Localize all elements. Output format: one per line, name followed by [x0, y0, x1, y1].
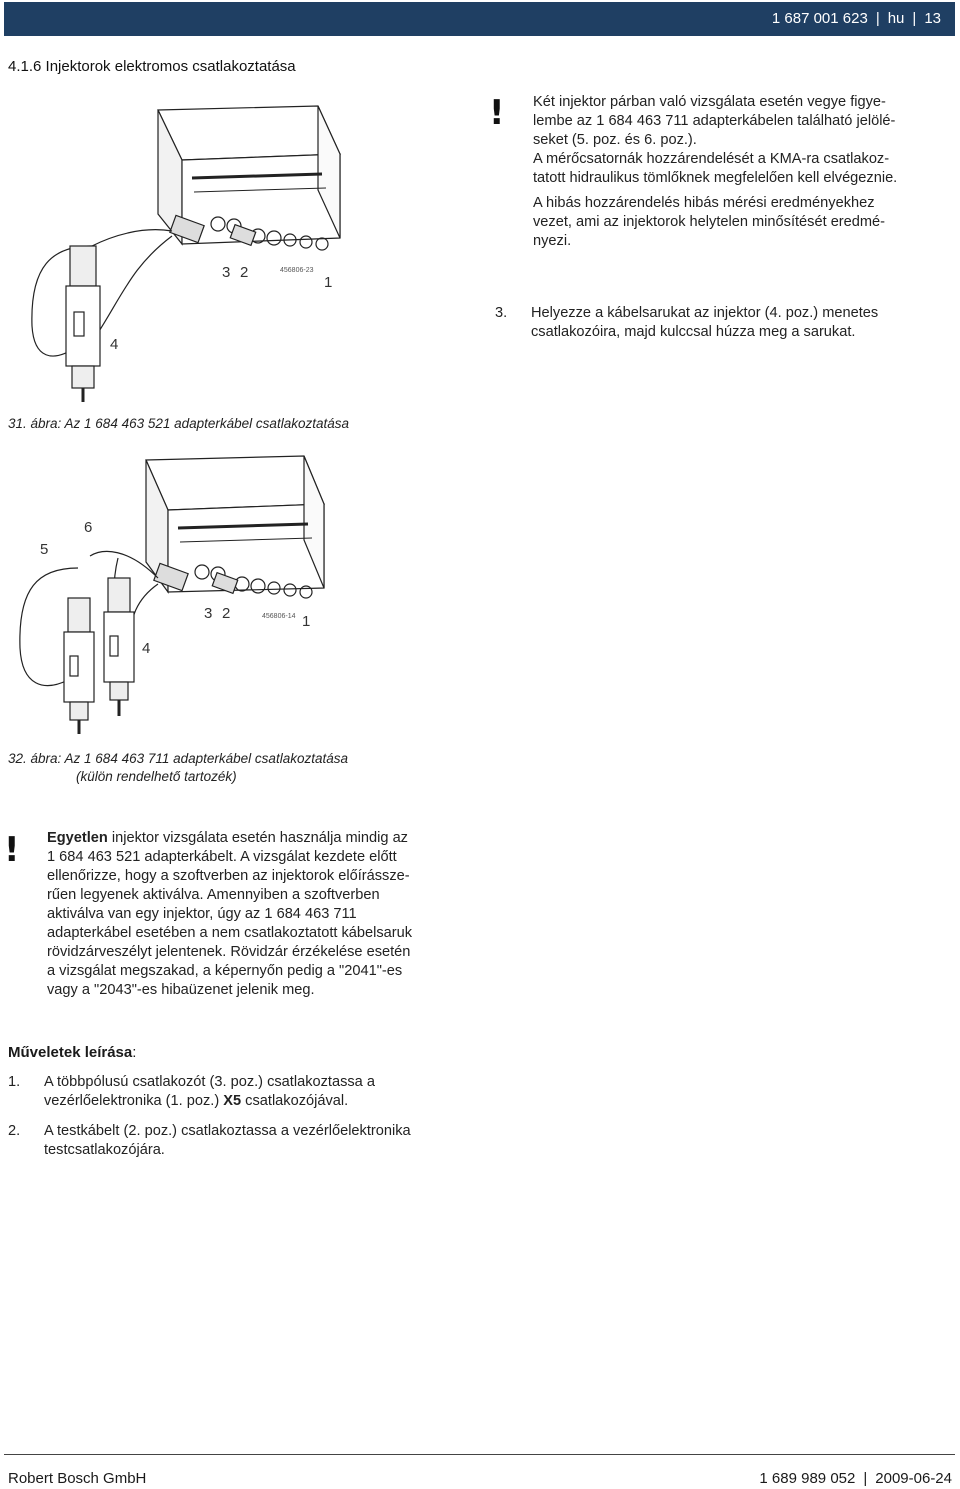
figure-32-label-2: 2: [222, 605, 231, 622]
step-3-line: csatlakozóira, majd kulccsal húzza meg a sarukat.: [531, 324, 856, 340]
warning-2-line: 1 684 463 521 adapterkábelt. A vizsgálat kezdete előtt: [47, 849, 397, 865]
operation-step-2-line: testcsatlakozójára.: [44, 1142, 165, 1158]
warning-2-first-line: [47, 829, 477, 848]
figure-32-drawing: [18, 448, 478, 740]
operation-step-1-line-2: [44, 1092, 375, 1111]
operation-step-1: [8, 1073, 478, 1113]
header-bar: [4, 2, 955, 36]
section-title: 4.1.6 Injektorok elektromos csatlakoztatása: [8, 58, 296, 75]
warning-1-line: A mérőcsatornák hozzárendelését a KMA-ra csatlakoz-: [533, 151, 890, 167]
figure-32-caption-line: 32. ábra: Az 1 684 463 711 adapterkábel csatlakoztatása: [8, 751, 348, 766]
operation-step-1-pre: vezérlőelektronika (1. poz.): [44, 1093, 224, 1109]
figure-32-label-1: 1: [302, 613, 311, 630]
header-page-number: 13: [924, 10, 941, 27]
figure-31-label-1: 1: [324, 274, 333, 291]
figure-31-caption: 31. ábra: Az 1 684 463 521 adapterkábel csatlakoztatása: [8, 416, 349, 431]
operation-step-2: [8, 1122, 478, 1162]
warning-1-text: [533, 93, 953, 251]
footer-doc-number: 1 689 989 052: [759, 1470, 856, 1487]
warning-1-line: nyezi.: [533, 233, 572, 249]
warning-1-line: vezet, ami az injektorok helytelen minősítését eredmé-: [533, 214, 886, 230]
warning-2-line: rövidzárveszélyt jelentenek. Rövidzár érzékelése esetén: [47, 944, 411, 960]
warning-1-line: lembe az 1 684 463 711 adapterkábelen található jelölé-: [533, 113, 896, 129]
warning-2-line: vagy a "2043"-es hibaüzenet jelenik meg.: [47, 982, 315, 998]
warning-2-line: adapterkábel esetében a nem csatlakoztatott kábelsaruk: [47, 925, 413, 941]
footer-info: [759, 1470, 952, 1487]
warning-2-first-line-rest: injektor vizsgálata esetén használja mindig az: [107, 830, 408, 846]
operations-title: [8, 1044, 136, 1061]
operations-title-colon: :: [132, 1044, 137, 1061]
step-3: [495, 304, 935, 344]
figure-32-caption: [8, 750, 348, 786]
footer-separator: |: [863, 1470, 868, 1487]
warning-icon: !: [4, 830, 20, 870]
figure-32-label-6: 6: [84, 519, 93, 536]
operations-title-bold: Műveletek leírása: [8, 1044, 133, 1061]
figure-32-label-3: 3: [204, 605, 213, 622]
warning-icon: !: [489, 93, 505, 133]
figure-32-label-5: 5: [40, 541, 49, 558]
header-language: hu: [887, 10, 905, 27]
warning-2-bold-lead: Egyetlen: [47, 830, 108, 846]
footer-divider: [4, 1454, 955, 1455]
figure-32-label-4: 4: [142, 640, 151, 657]
header-separator: |: [912, 10, 917, 27]
operation-step-1-line: A többpólusú csatlakozót (3. poz.) csatlakoztassa a: [44, 1074, 375, 1090]
operation-step-1-number: 1.: [8, 1074, 21, 1090]
warning-1-line: seket (5. poz. és 6. poz.).: [533, 132, 697, 148]
warning-2-line: rűen legyenek aktiválva. Amennyiben a szoftverben: [47, 887, 380, 903]
warning-2-line: aktiválva van egy injektor, úgy az 1 684 463 711: [47, 906, 357, 922]
header-info: [772, 10, 941, 27]
warning-1-line: A hibás hozzárendelés hibás mérési eredményekhez: [533, 195, 875, 211]
figure-31-drawing: [22, 96, 482, 406]
step-3-number: 3.: [495, 305, 508, 321]
figure-31-label-2: 2: [240, 264, 249, 281]
figure-32: [18, 448, 478, 740]
header-separator: |: [875, 10, 880, 27]
figure-31: [22, 96, 482, 406]
footer-company: Robert Bosch GmbH: [8, 1470, 147, 1487]
operation-step-1-connector: X5: [223, 1093, 242, 1109]
operation-step-2-line: A testkábelt (2. poz.) csatlakoztassa a vezérlőelektronika: [44, 1123, 411, 1139]
warning-2-line: a vizsgálat megszakad, a képernyőn pedig a "2041"-es: [47, 963, 403, 979]
figure-32-code: 456806-14: [262, 613, 296, 620]
header-doc-number: 1 687 001 623: [771, 10, 868, 27]
figure-31-label-4: 4: [110, 336, 119, 353]
operation-step-1-post: csatlakozójával.: [241, 1093, 349, 1109]
figure-31-label-3: 3: [222, 264, 231, 281]
warning-2-line: ellenőrizze, hogy a szoftverben az injektorok előírássze-: [47, 868, 410, 884]
warning-2-text: [47, 829, 477, 1000]
step-3-line: Helyezze a kábelsarukat az injektor (4. poz.) menetes: [531, 305, 879, 321]
figure-32-caption-line: (külön rendelhető tartozék): [76, 769, 237, 784]
operation-step-2-number: 2.: [8, 1123, 21, 1139]
warning-1-line: tatott hidraulikus tömlőknek megfelelően kell elvégeznie.: [533, 170, 898, 186]
warning-1-line: Két injektor párban való vizsgálata esetén vegye figye-: [533, 94, 886, 110]
figure-31-code: 456806-23: [280, 267, 314, 274]
footer-date: 2009-06-24: [875, 1470, 952, 1487]
